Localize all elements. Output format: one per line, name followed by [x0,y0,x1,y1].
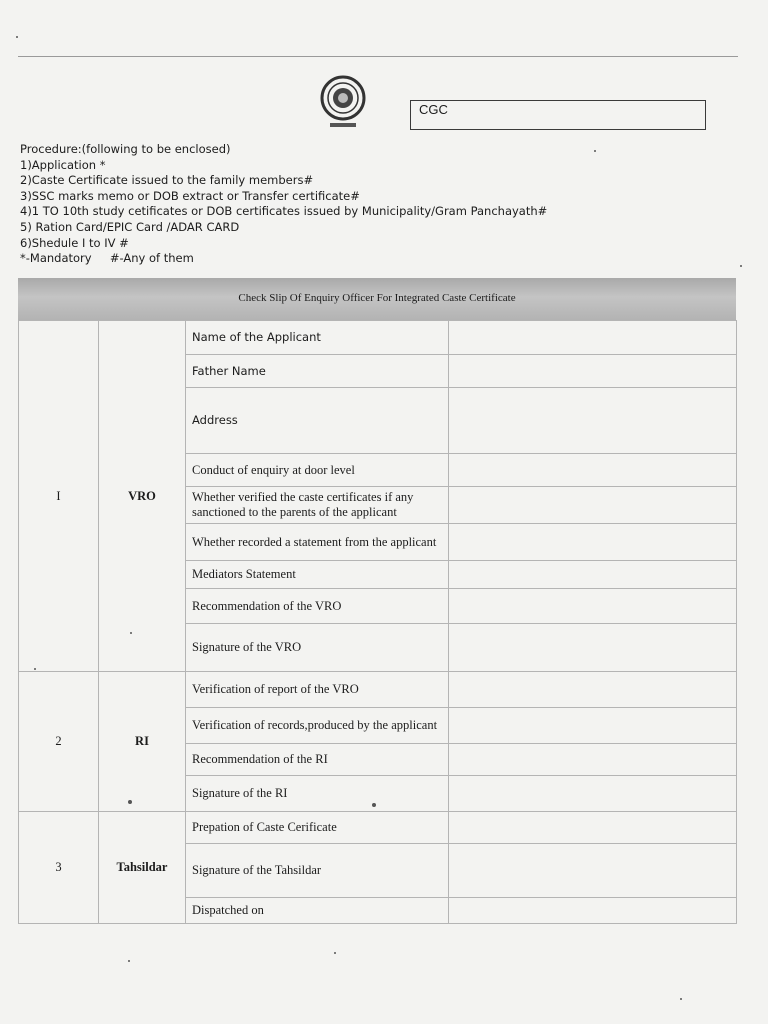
check-item-value[interactable] [449,812,737,844]
procedure-legend: *-Mandatory #-Any of them [20,251,194,266]
section-officer: Tahsildar [99,812,186,924]
check-item-label: Signature of the Tahsildar [186,844,449,898]
check-item-value[interactable] [449,321,737,355]
check-slip-table [18,320,737,924]
procedure-section [20,142,740,267]
check-item-value[interactable] [449,776,737,812]
top-rule [18,56,738,57]
check-item-label: Father Name [186,355,449,388]
check-item-value[interactable] [449,672,737,708]
cgc-label: CGC [419,102,448,117]
procedure-item: 1)Application * [20,157,106,172]
check-item-value[interactable] [449,524,737,561]
procedure-item: 5) Ration Card/EPIC Card /ADAR CARD [20,219,240,234]
check-item-label: Name of the Applicant [186,321,449,355]
check-item-label: Recommendation of the VRO [186,589,449,624]
government-emblem-icon [308,74,378,132]
table-row [19,321,737,355]
section-officer: RI [99,672,186,812]
check-item-label: Whether recorded a statement from the applicant [186,524,449,561]
check-item-value[interactable] [449,898,737,924]
check-item-value[interactable] [449,589,737,624]
check-item-value[interactable] [449,624,737,672]
check-item-label: Recommendation of the RI [186,744,449,776]
check-item-value[interactable] [449,355,737,388]
table-row [19,812,737,844]
check-item-label: Conduct of enquiry at door level [186,454,449,487]
check-item-value[interactable] [449,487,737,524]
procedure-title: Procedure:(following to be enclosed) [20,142,231,156]
scan-speck [680,998,682,1000]
check-item-label: Verification of report of the VRO [186,672,449,708]
procedure-item: 6)Shedule I to IV # [20,235,129,250]
check-item-label: Dispatched on [186,898,449,924]
check-item-value[interactable] [449,844,737,898]
scan-speck [594,150,596,152]
procedure-item: 3)SSC marks memo or DOB extract or Transfer certificate# [20,188,360,203]
scan-speck [128,960,130,962]
table-row [19,672,737,708]
check-item-label: Mediators Statement [186,561,449,589]
check-item-label: Prepation of Caste Cerificate [186,812,449,844]
check-item-label: Verification of records,produced by the applicant [186,708,449,744]
check-item-label: Signature of the RI [186,776,449,812]
check-item-value[interactable] [449,454,737,487]
procedure-item: 4)1 TO 10th study cetificates or DOB certificates issued by Municipality/Gram Panchayath# [20,204,548,219]
cgc-number-box[interactable] [410,100,706,130]
check-item-label: Signature of the VRO [186,624,449,672]
check-item-value[interactable] [449,561,737,589]
check-item-value[interactable] [449,744,737,776]
scan-speck [16,36,18,38]
section-number: 3 [19,812,99,924]
scan-speck [740,265,742,267]
check-item-value[interactable] [449,708,737,744]
section-number: I [19,321,99,672]
check-item-value[interactable] [449,388,737,454]
section-officer: VRO [99,321,186,672]
section-number: 2 [19,672,99,812]
check-slip-title: Check Slip Of Enquiry Officer For Integrated Caste Certificate [18,278,736,320]
check-item-label: Whether verified the caste certificates if any sanctioned to the parents of the applicant [186,487,449,524]
scan-speck [128,800,132,804]
procedure-item: 2)Caste Certificate issued to the family members# [20,173,314,188]
scan-speck [372,803,376,807]
scan-speck [334,952,336,954]
scan-speck [34,668,36,670]
check-item-label: Address [186,388,449,454]
scan-speck [130,632,132,634]
